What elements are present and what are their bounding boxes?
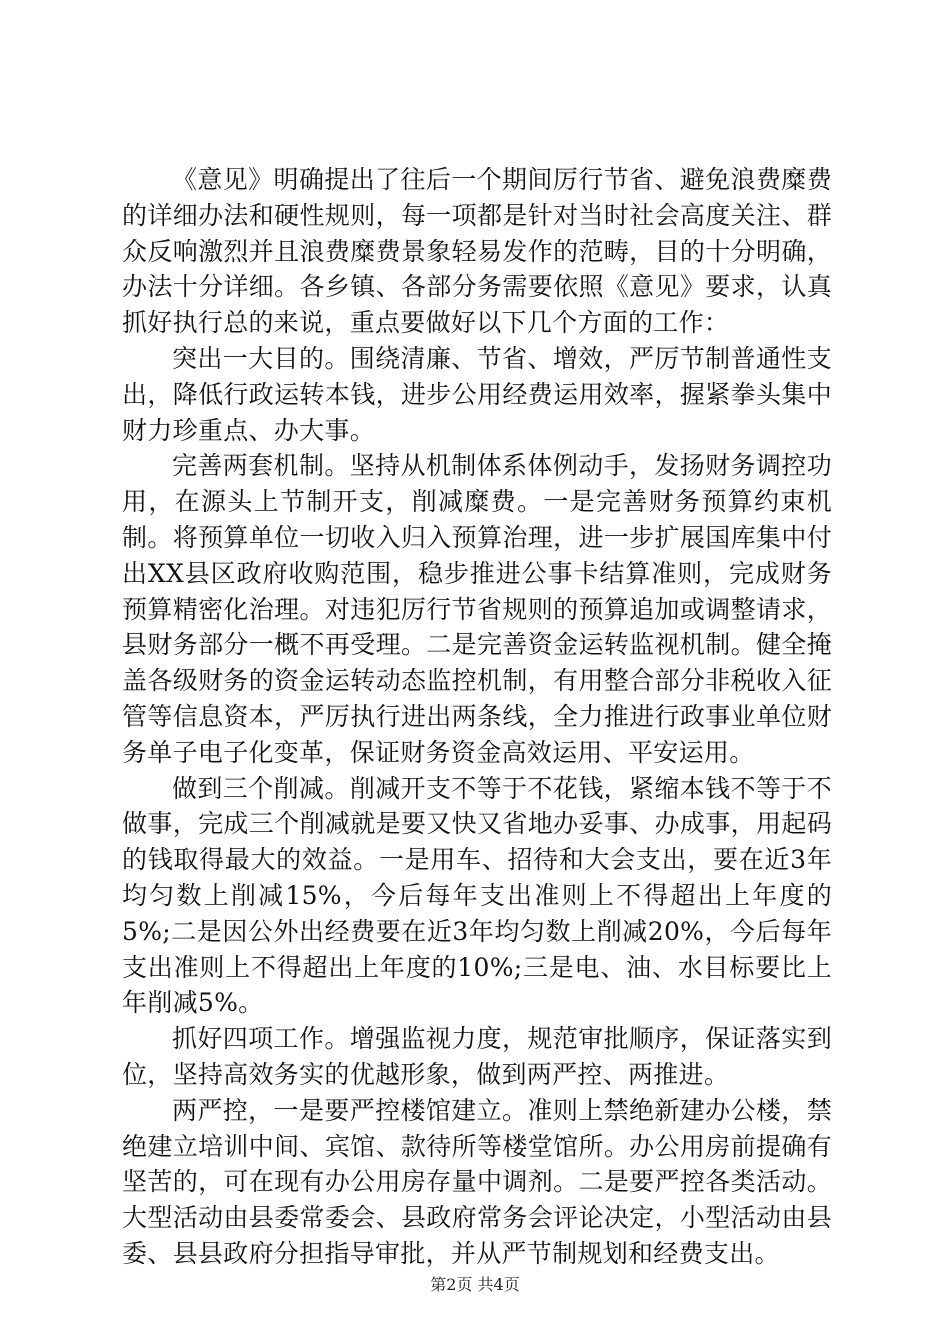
page-number-footer: 第2页 共4页 [430,1275,520,1294]
paragraph-two-controls: 两严控，一是要严控楼馆建立。准则上禁绝新建办公楼，禁绝建立培训中间、宾馆、款待所等楼堂馆所。办公用房前提确有坚苦的，可在现有办公用房存量中调剂。二是要严控各类活动。大型活动由县委常委会、县政府常务会评论决定，小型活动由县委、县县政府分担指导审批，并从严节制规划和经费支出。 [122,1095,832,1268]
paragraph-intro: 《意见》明确提出了往后一个期间厉行节省、避免浪费糜费的详细办法和硬性规则，每一项都是针对当时社会高度关注、群众反响激烈并且浪费糜费景象轻易发作的范畴，目的十分明确，办法十分详细。各乡镇、各部分务需要依照《意见》要求，认真抓好执行总的来说，重点要做好以下几个方面的工作： [122,165,832,338]
paragraph-three-reductions: 做到三个削减。削减开支不等于不花钱，紧缩本钱不等于不做事，完成三个削减就是要又快又省地办妥事、办成事，用起码的钱取得最大的效益。一是用车、招待和大会支出，要在近3年均匀数上削减15%，今后每年支出准则上不得超出上年度的5%;二是因公外出经费要在近3年均匀数上削减20%，今后每年支出准则上不得超出上年度的10%;三是电、油、水目标要比上年削减5%。 [122,773,832,1018]
paragraph-four-tasks: 抓好四项工作。增强监视力度，规范审批顺序，保证落实到位，坚持高效务实的优越形象，做到两严控、两推进。 [122,1024,832,1089]
document-body [122,162,832,1272]
paragraph-two-mechanisms: 完善两套机制。坚持从机制体系体例动手，发扬财务调控功用，在源头上节制开支，削减糜费。一是完善财务预算约束机制。将预算单位一切收入归入预算治理，进一步扩展国库集中付出XX县区政府收购范围，稳步推进公事卡结算准则，完成财务预算精密化治理。对违犯厉行节省规则的预算追加或调整请求，县财务部分一概不再受理。二是完善资金运转监视机制。健全掩盖各级财务的资金运转动态监控机制，有用整合部分非税收入征管等信息资本，严厉执行进出两条线，全力推进行政事业单位财务单子电子化变革，保证财务资金高效运用、平安运用。 [122,451,832,767]
paragraph-one-goal: 突出一大目的。围绕清廉、节省、增效，严厉节制普通性支出，降低行政运转本钱，进步公用经费运用效率，握紧拳头集中财力珍重点、办大事。 [122,343,832,445]
